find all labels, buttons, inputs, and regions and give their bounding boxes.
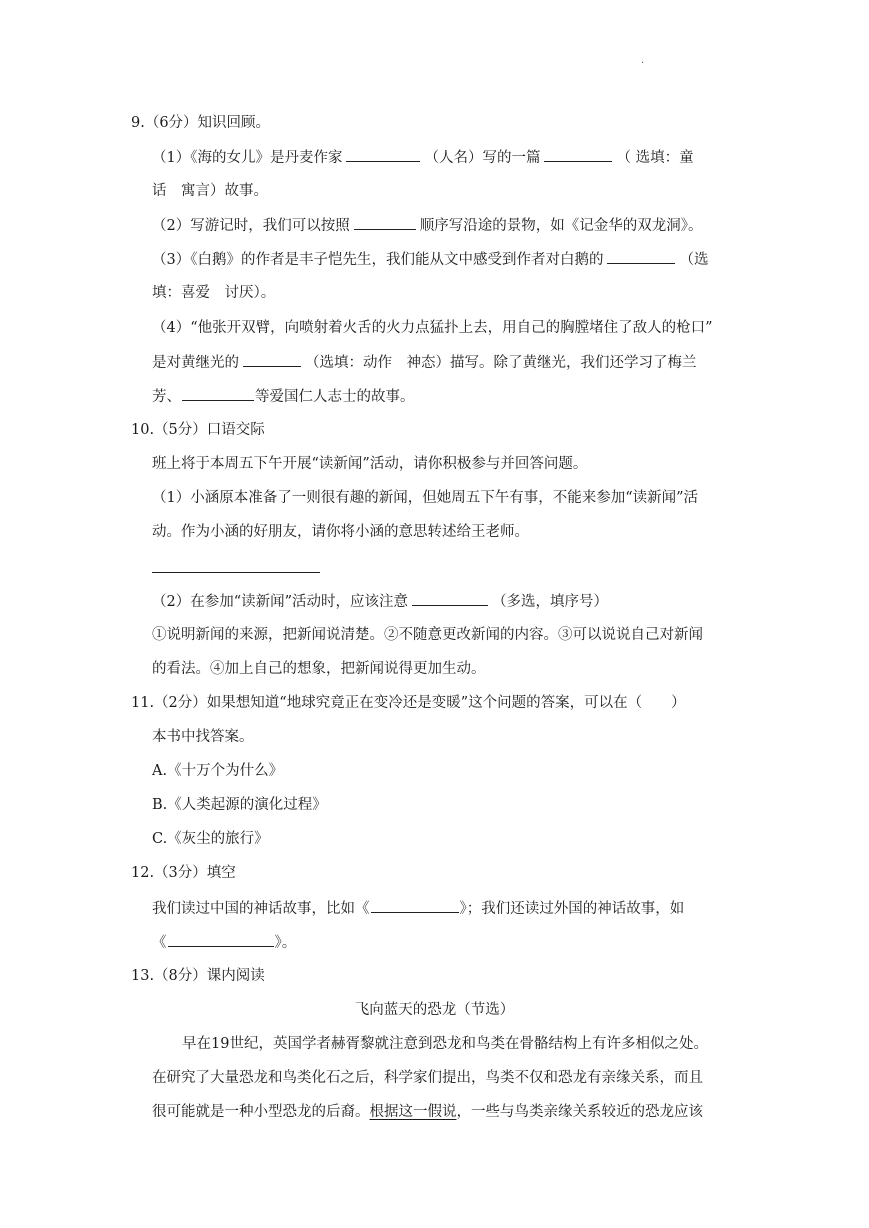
q10-answer-line[interactable]: [152, 572, 320, 573]
q11-heading: 11.（2分）如果想知道“地球究竟正在变冷还是变暖”这个问题的答案，可以在（ ）: [131, 695, 686, 711]
underlined-phrase: 根据这一假说: [369, 1104, 457, 1120]
passage-line2: 在研究了大量恐龙和鸟类化石之后，科学家们提出，鸟类不仅和恐龙有亲缘关系，而且: [152, 1070, 703, 1086]
q12-text-a: 我们读过中国的神话故事，比如《: [152, 901, 370, 917]
q9-part4-line3: [152, 386, 415, 407]
q9-p1-text-a: （1）《海的女儿》是丹麦作家: [152, 150, 343, 166]
q10-heading: 10.（5分）口语交际: [131, 422, 265, 438]
q9-description-blank[interactable]: [243, 352, 301, 367]
passage-line1: 早在19世纪，英国学者赫胥黎就注意到恐龙和鸟类在骨骼结构上有许多相似之处。: [182, 1036, 708, 1052]
q12-text-c: 《: [152, 935, 167, 951]
q10-choice-blank[interactable]: [412, 591, 488, 606]
q9-p2-text-a: （2）写游记时，我们可以按照: [152, 218, 350, 234]
passage-line3: [152, 1102, 703, 1122]
q9-p2-text-b: 顺序写沿途的景物，如《记金华的双龙洞》。: [419, 218, 703, 234]
q10-options-line2: 的看法。④加上自己的想象，把新闻说得更加生动。: [152, 661, 486, 677]
q9-p1-text-c: （ 选填：童: [616, 150, 694, 166]
q9-part3-line2: 填：喜爱 讨厌）。: [152, 285, 276, 301]
q10-p2-text-b: （多选，填序号）: [492, 594, 609, 610]
q9-part4-line2: [152, 352, 697, 373]
q9-part1-line2: 话 寓言）故事。: [152, 183, 268, 199]
q9-p3-text-a: （3）《白鹅》的作者是丰子恺先生，我们能从文中感受到作者对白鹅的: [152, 252, 604, 268]
q10-part2: [152, 591, 608, 612]
q9-part4-line1: （4）“他张开双臂，向喷射着火舌的火力点猛扑上去，用自己的胸膛堵住了敌人的枪口”: [152, 320, 713, 336]
q9-p1-text-b: （人名）写的一篇: [424, 150, 541, 166]
q9-part2: [152, 215, 702, 236]
q10-p2-text-a: （2）在参加“读新闻”活动时，应该注意: [152, 594, 409, 610]
q11-option-a[interactable]: A.《十万个为什么》: [152, 763, 284, 779]
q9-feeling-blank[interactable]: [607, 249, 675, 264]
q12-heading: 12.（3分）填空: [131, 865, 236, 881]
q9-p4-text-c: （选填：动作 神态）描写。除了黄继光，我们还学习了梅兰: [305, 355, 697, 371]
q11-option-b[interactable]: B.《人类起源的演化过程》: [152, 797, 327, 813]
q12-line2: [152, 932, 296, 953]
q9-patriot-blank[interactable]: [182, 386, 254, 401]
q9-part3-line1: [152, 249, 708, 270]
q9-genre-blank[interactable]: [544, 147, 612, 162]
q12-foreign-myth-blank[interactable]: [168, 932, 274, 947]
q9-p4-text-e: 等爱国仁人志士的故事。: [255, 389, 415, 405]
q12-text-d: 》。: [274, 935, 297, 951]
q10-part1-line2: 动。作为小涵的好朋友，请你将小涵的意思转述给王老师。: [152, 524, 529, 540]
q9-author-blank[interactable]: [346, 147, 420, 162]
q10-part1-line1: （1）小涵原本准备了一则很有趣的新闻，但她周五下午有事，不能来参加“读新闻”活: [152, 490, 699, 506]
q12-text-b: 》；我们还读过外国的神话故事，如: [459, 901, 685, 917]
q9-p3-text-b: （选: [679, 252, 709, 268]
q13-heading: 13.（8分）课内阅读: [131, 968, 265, 984]
q12-chinese-myth-blank[interactable]: [371, 898, 459, 913]
q9-p4-text-b: 是对黄继光的: [152, 355, 239, 371]
q10-options-line1: ①说明新闻的来源，把新闻说清楚。②不随意更改新闻的内容。③可以说说自己对新闻: [152, 627, 703, 643]
passage-text-c: ，一些与鸟类亲缘关系较近的恐龙应该: [456, 1104, 703, 1120]
q9-order-blank[interactable]: [354, 215, 416, 230]
q9-part1-line1: [152, 147, 694, 168]
q11-continuation: 本书中找答案。: [152, 729, 254, 745]
q12-line1: [152, 898, 684, 919]
page-dot: ·: [641, 58, 645, 69]
q9-p4-text-d: 芳、: [152, 389, 181, 405]
passage-title: 飞向蓝天的恐龙（节选）: [354, 1002, 515, 1018]
q9-heading: 9.（6分）知识回顾。: [131, 115, 271, 131]
q11-option-c[interactable]: C.《灰尘的旅行》: [152, 831, 269, 847]
q10-intro: 班上将于本周五下午开展“读新闻”活动，请你积极参与并回答问题。: [152, 456, 588, 472]
passage-text-a: 很可能就是一种小型恐龙的后裔。: [152, 1104, 370, 1120]
